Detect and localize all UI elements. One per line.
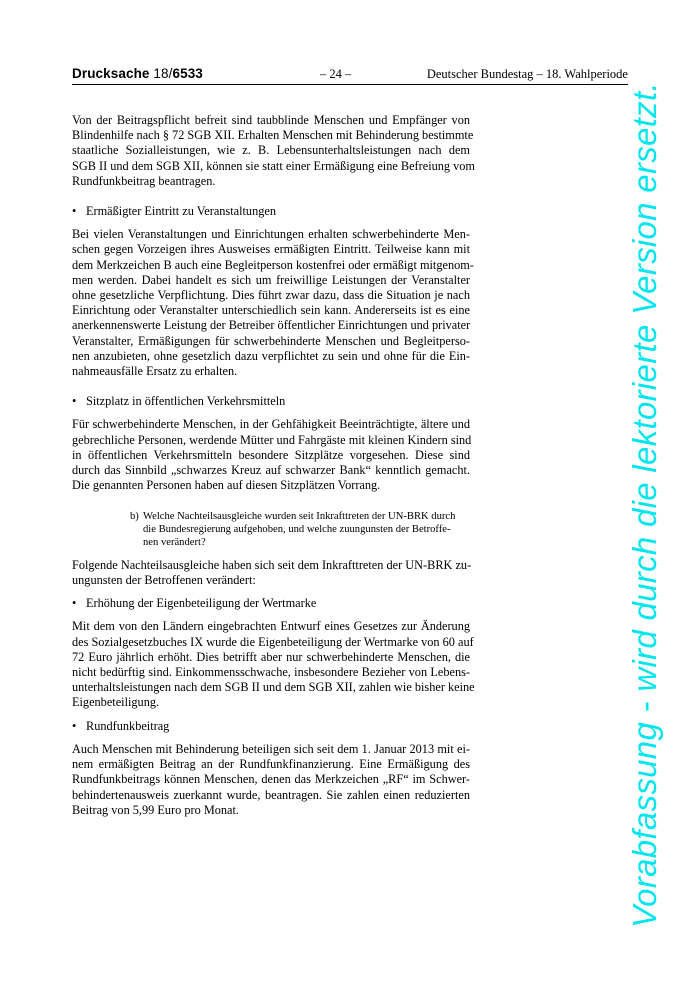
bullet-heading: • Ermäßigter Eintritt zu Veranstaltungen <box>72 204 276 219</box>
text-line: behindertenausweis zuerkannt wurde, beantragen. Sie zahlen einen reduzierten <box>72 787 470 802</box>
text-line: nicht bedürftig sind. Einkommensschwache, insbesondere Bezieher von Lebens- <box>72 665 470 680</box>
question-line: b) Welche Nachteilsausgleiche wurden seit Inkrafttreten der UN-BRK durch <box>130 511 456 523</box>
text-line: Von der Beitragspflicht befreit sind taubblinde Menschen und Empfänger von <box>72 113 470 127</box>
text-line: Folgende Nachteilsausgleiche haben sich seit dem Inkrafttreten der UN-BRK zu- <box>72 557 472 572</box>
page-header <box>72 66 628 85</box>
text-line: Auch Menschen mit Behinderung beteiligen sich seit dem 1. Januar 2013 mit ei- <box>72 741 470 756</box>
page-number: – 24 – <box>320 67 352 81</box>
text-line: Veranstalter, Ermäßigungen für schwerbehinderte Menschen und Begleitperso- <box>72 333 470 348</box>
paragraph <box>72 619 475 710</box>
paragraph <box>72 742 470 818</box>
text-line: nahmeausfälle Ersatz zu erhalten. <box>72 364 238 379</box>
bullet-icon: • <box>72 596 77 611</box>
text-line: Rundfunkbeitrags können Menschen, denen das Merkzeichen „RF“ im Schwer- <box>72 772 470 787</box>
text-line: Bei vielen Veranstaltungen und Einrichtungen erhalten schwerbehinderte Men- <box>72 227 470 242</box>
bullet-icon: • <box>72 394 77 409</box>
text-line: 72 Euro jährlich erhöht. Dies betrifft aber nur schwerbehinderte Menschen, die <box>72 649 470 664</box>
text-line: anerkennenswerte Leistung der Betreiber öffentlicher Einrichtungen und privater <box>72 318 471 333</box>
text-line: Die genannten Personen haben auf diesen Sitzplätzen Vorrang. <box>72 478 381 493</box>
text-line: staatliche Sozialleistungen, wie z. B. Lebensunterhaltsleistungen nach dem <box>72 143 470 158</box>
text-line: ungunsten der Betroffenen verändert: <box>72 573 256 588</box>
text-line: des Sozialgesetzbuches IX wurde die Eigenbeteiligung der Wertmarke von 60 auf <box>72 634 474 649</box>
question-block <box>130 511 470 549</box>
parliament-period: Deutscher Bundestag – 18. Wahlperiode <box>426 67 628 81</box>
text-line: durch das Sinnbild „schwarzes Kreuz auf schwarzer Bank“ kenntlich gemacht. <box>72 463 470 478</box>
paragraph <box>72 113 475 189</box>
text-line: nen anzubieten, ohne gesetzlich dazu verpflichtet zu sein und ohne für die Ein- <box>72 348 470 363</box>
text-line: ohne gesetzliche Verpflichtung. Dies führt zwar dazu, dass die Situation je nach <box>72 288 470 303</box>
question-line: die Bundesregierung aufgehoben, und welche zuungunsten der Betroffe- <box>143 524 451 536</box>
bullet-heading: • Sitzplatz in öffentlichen Verkehrsmitteln <box>72 394 286 409</box>
question-label: b) <box>130 511 139 523</box>
bullet-icon: • <box>72 204 77 219</box>
paragraph <box>72 227 474 379</box>
document-body <box>72 113 475 818</box>
bullet-icon: • <box>72 718 77 733</box>
text-line: Beitrag von 5,99 Euro pro Monat. <box>72 802 240 817</box>
bullet-heading: • Erhöhung der Eigenbeteiligung der Wertmarke <box>72 596 317 611</box>
text-line: schen gegen Vorzeigen ihres Ausweises ermäßigten Eintritt. Teilweise kann mit <box>72 242 470 257</box>
text-line: Blindenhilfe nach § 72 SGB XII. Erhalten Menschen mit Behinderung bestimmte <box>72 128 474 143</box>
document-number: Drucksache 18/6533 <box>72 66 203 81</box>
text-line: SGB II und dem SGB XII, können sie statt einer Ermäßigung eine Befreiung vom <box>72 158 475 173</box>
text-line: Eigenbeteiligung. <box>72 695 160 710</box>
text-line: Einrichtung oder Veranstalter unterschiedlich sein kann. Andererseits ist es eine <box>72 303 470 318</box>
text-line: Rundfunkbeitrag beantragen. <box>72 173 216 188</box>
text-line: Für schwerbehinderte Menschen, in der Gehfähigkeit Beeinträchtigte, ältere und <box>72 417 470 432</box>
text-line: unterhaltsleistungen nach dem SGB II und dem SGB XII, zahlen wie bisher keine <box>72 680 475 695</box>
text-line: in öffentlichen Verkehrsmitteln besondere Sitzplätze vorgesehen. Diese sind <box>72 447 470 462</box>
text-line: men werden. Dabei handelt es sich um freiwillige Leistungen der Veranstalter <box>72 272 470 287</box>
text-line: gebrechliche Personen, werdende Mütter und Fahrgäste mit kleinen Kindern sind <box>72 432 472 447</box>
text-line: dem Merkzeichen B auch eine Begleitperson kostenfrei oder ermäßigt mitgenom- <box>72 257 474 272</box>
question-line: nen verändert? <box>143 537 206 549</box>
bullet-heading: • Rundfunkbeitrag <box>72 718 170 733</box>
text-line: Mit dem von den Ländern eingebrachten Entwurf eines Gesetzes zur Änderung <box>72 619 470 634</box>
paragraph <box>72 558 470 588</box>
draft-watermark: Vorabfassung - wird durch die lektorierte Version ersetzt. <box>626 82 663 928</box>
paragraph <box>72 417 470 493</box>
text-line: nem ermäßigten Beitrag an der Rundfunkfinanzierung. Eine Ermäßigung des <box>72 757 470 772</box>
